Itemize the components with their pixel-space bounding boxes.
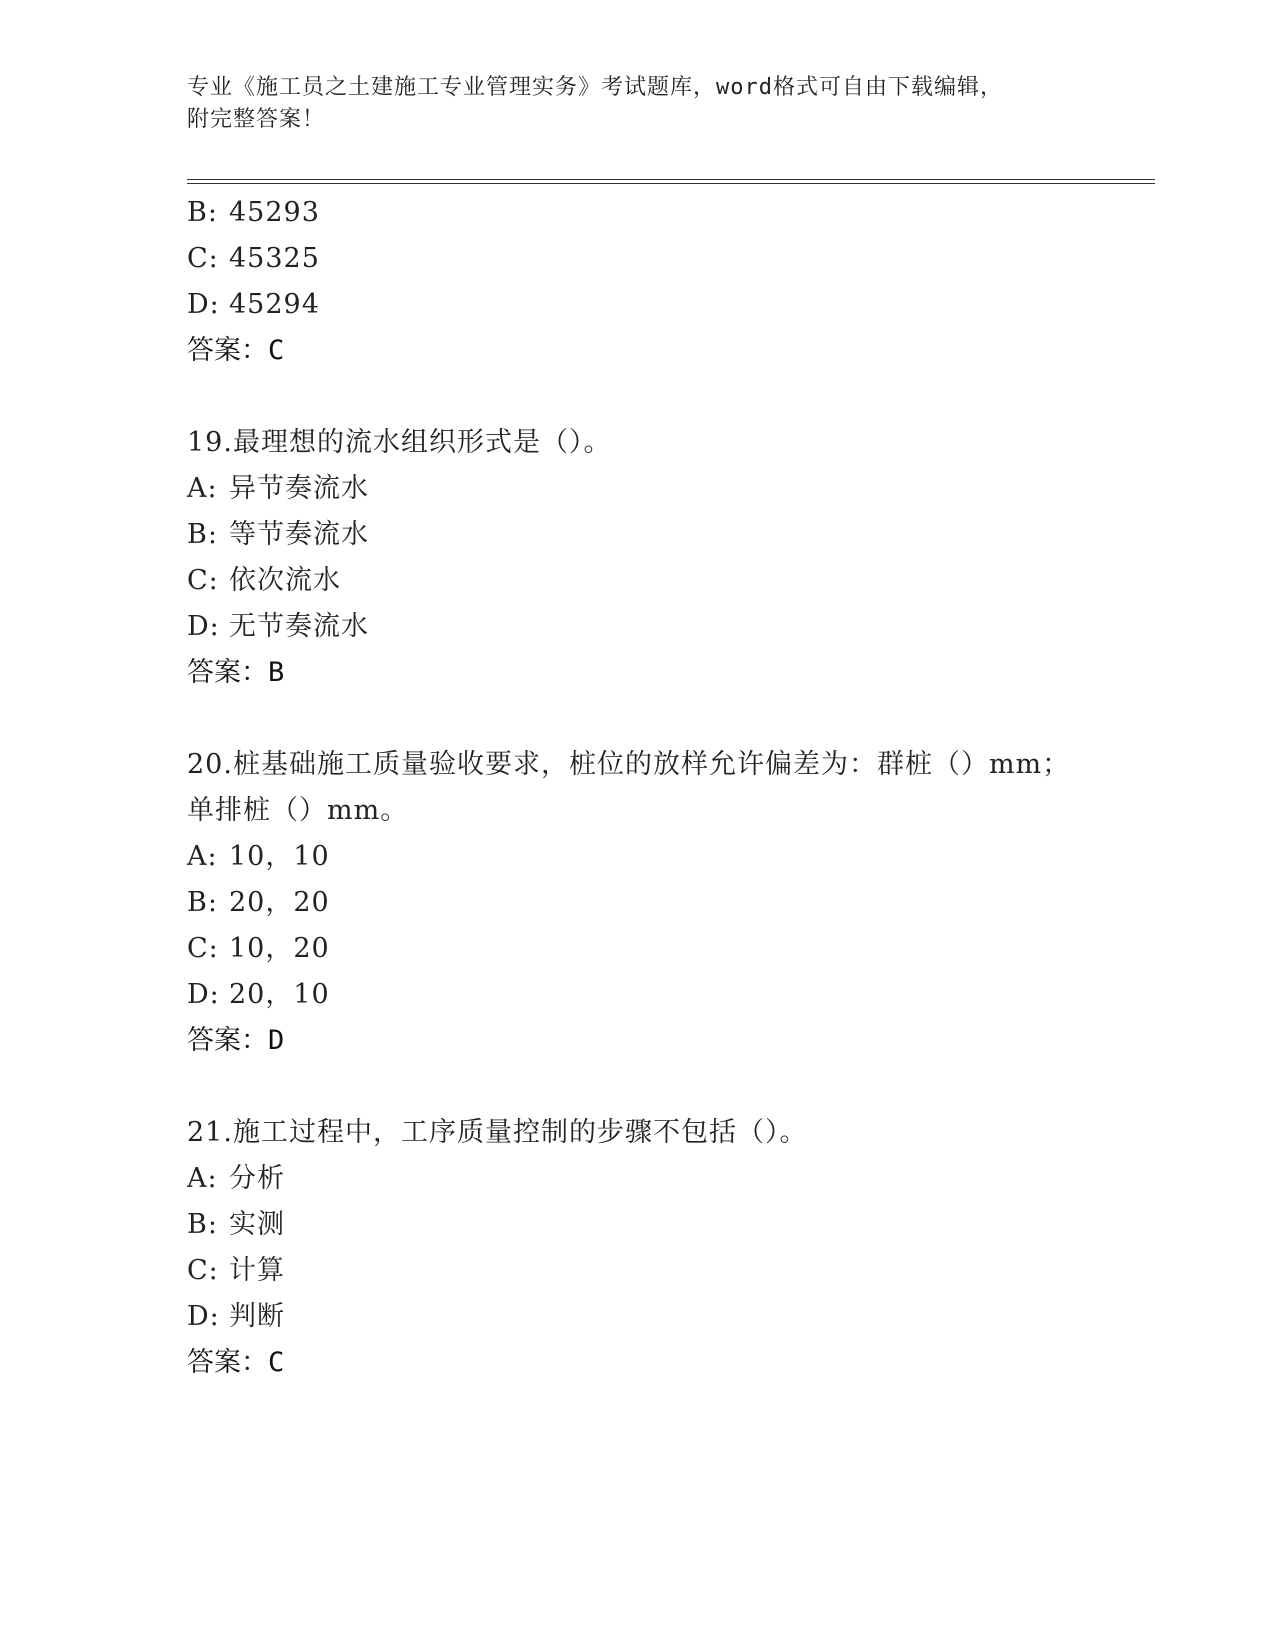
option-b <box>187 880 1147 926</box>
option-a <box>187 1156 1147 1202</box>
option-key: B: <box>187 519 218 550</box>
option-key: B: <box>187 887 218 918</box>
option-text: 10，10 <box>229 841 330 872</box>
option-key: A: <box>187 473 218 504</box>
spacer <box>187 696 1147 742</box>
answer-line: 答案：C <box>187 335 285 366</box>
question-18-continued <box>187 190 1147 374</box>
option-key: B: <box>187 197 218 228</box>
option-c <box>187 236 1147 282</box>
option-key: C: <box>187 243 219 274</box>
option-key: D: <box>187 979 220 1010</box>
option-text: 实测 <box>229 1209 285 1240</box>
option-c <box>187 1248 1147 1294</box>
question-stem: 21.施工过程中，工序质量控制的步骤不包括（）。 <box>187 1117 808 1148</box>
option-c <box>187 558 1147 604</box>
option-text: 45294 <box>229 289 320 320</box>
option-text: 无节奏流水 <box>229 611 369 642</box>
option-key: C: <box>187 933 219 964</box>
question-20 <box>187 742 1147 1064</box>
option-c <box>187 926 1147 972</box>
option-text: 异节奏流水 <box>229 473 369 504</box>
option-d <box>187 604 1147 650</box>
header-line-1: 专业《施工员之土建施工专业管理实务》考试题库，word格式可自由下载编辑， <box>187 75 1003 100</box>
option-key: B: <box>187 1209 218 1240</box>
header-divider-bottom <box>187 183 1155 184</box>
option-text: 判断 <box>229 1301 285 1332</box>
spacer <box>187 1064 1147 1110</box>
option-a <box>187 834 1147 880</box>
option-text: 20，10 <box>229 979 330 1010</box>
option-text: 依次流水 <box>229 565 341 596</box>
answer-line: 答案：B <box>187 657 285 688</box>
option-text: 10，20 <box>229 933 330 964</box>
option-text: 计算 <box>229 1255 285 1286</box>
option-d <box>187 282 1147 328</box>
option-key: C: <box>187 565 219 596</box>
option-b <box>187 512 1147 558</box>
header-line-2: 附完整答案！ <box>187 107 326 132</box>
option-key: C: <box>187 1255 219 1286</box>
question-19 <box>187 420 1147 696</box>
option-d <box>187 1294 1147 1340</box>
option-key: D: <box>187 611 220 642</box>
document-header <box>187 72 1087 136</box>
spacer <box>187 374 1147 420</box>
option-text: 分析 <box>229 1163 285 1194</box>
option-key: A: <box>187 1163 218 1194</box>
option-key: D: <box>187 1301 220 1332</box>
option-d <box>187 972 1147 1018</box>
option-a <box>187 466 1147 512</box>
answer-line: 答案：D <box>187 1025 285 1056</box>
answer-line: 答案：C <box>187 1347 285 1378</box>
option-key: D: <box>187 289 220 320</box>
option-text: 45325 <box>229 243 320 274</box>
option-text: 45293 <box>229 197 320 228</box>
header-divider-top <box>187 179 1155 180</box>
question-stem-line-2: 单排桩（）mm。 <box>187 795 409 826</box>
question-stem-line-1: 20.桩基础施工质量验收要求，桩位的放样允许偏差为：群桩（）mm； <box>187 749 1071 780</box>
option-key: A: <box>187 841 218 872</box>
question-21 <box>187 1110 1147 1386</box>
question-stem: 19.最理想的流水组织形式是（）。 <box>187 427 612 458</box>
option-b <box>187 190 1147 236</box>
option-text: 20，20 <box>229 887 330 918</box>
option-text: 等节奏流水 <box>229 519 369 550</box>
option-b <box>187 1202 1147 1248</box>
question-list <box>187 190 1147 1386</box>
